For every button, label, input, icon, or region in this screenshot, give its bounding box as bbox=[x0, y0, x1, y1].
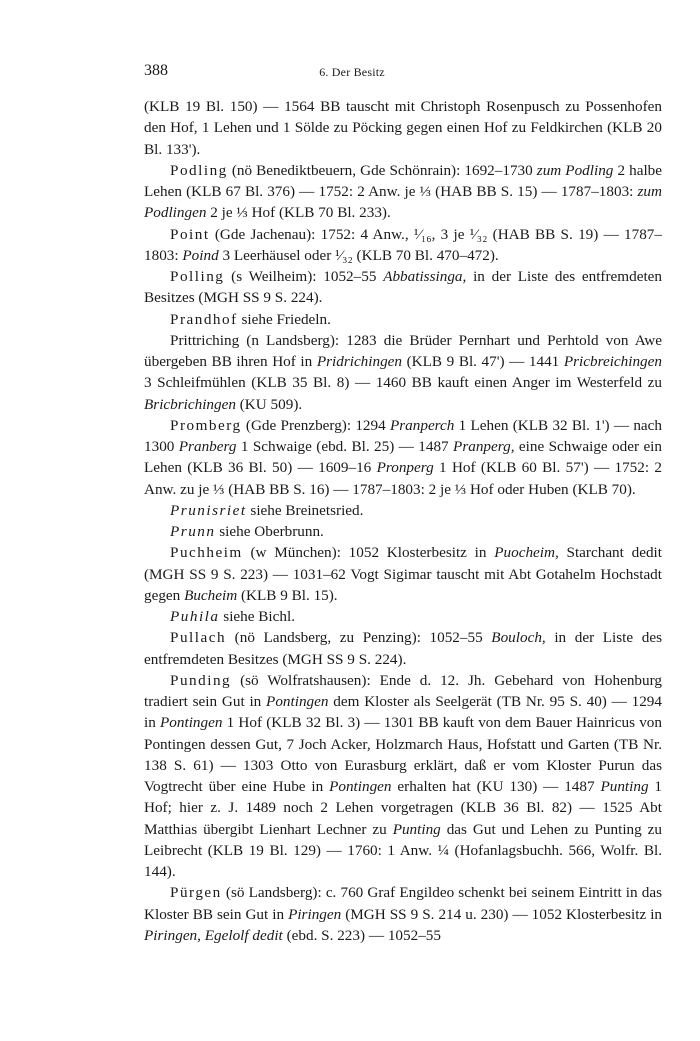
paragraph bbox=[144, 160, 662, 224]
text-run: (KU 509). bbox=[235, 395, 303, 413]
historic-spelling: Pridrichingen bbox=[316, 353, 403, 370]
text-run: in der Liste des entfremdeten Besitzes (MGH SS 9 S. 224). bbox=[144, 629, 662, 668]
historic-spelling: Poind bbox=[182, 246, 219, 264]
text-run: (MGH SS 9 S. 214 u. 230) — 1052 Klosterbesitz in bbox=[341, 905, 663, 923]
place-name: Punding bbox=[170, 671, 232, 689]
paragraph bbox=[144, 670, 662, 883]
text-run: eine Schwaige oder ein Lehen (KLB 36 Bl. 50) — 1609–16 bbox=[144, 438, 662, 477]
text-run: 1 Lehen (KLB 32 Bl. 1') — nach 1300 bbox=[144, 416, 662, 455]
text-run: 2 je ⅓ Hof (KLB 70 Bl. 233). bbox=[206, 204, 391, 222]
historic-spelling: zum Podlingen bbox=[144, 183, 662, 222]
historic-spelling: Pranberg bbox=[178, 438, 237, 455]
historic-spelling: Punting bbox=[600, 778, 649, 795]
historic-spelling: Bricbrichingen bbox=[144, 395, 236, 413]
paragraph bbox=[144, 96, 662, 160]
historic-spelling: Pranperg, bbox=[453, 438, 515, 455]
text-run: 3 Leerhäusel oder ¹⁄₃₂ (KLB 70 Bl. 470–472). bbox=[218, 246, 499, 264]
text-run: 1 Schwaige (ebd. Bl. 25) — 1487 bbox=[236, 438, 454, 455]
place-name: Point bbox=[170, 225, 210, 243]
text-run: siehe Breinetsried. bbox=[246, 501, 364, 519]
place-name: Polling bbox=[170, 268, 225, 285]
paragraph bbox=[144, 542, 662, 606]
historic-spelling: Pontingen bbox=[329, 778, 392, 795]
historic-spelling: Abbatissinga, bbox=[383, 268, 467, 285]
text-run: siehe Friedeln. bbox=[237, 310, 331, 328]
text-run: (w München): 1052 Klosterbesitz in bbox=[242, 544, 495, 562]
text-run: 1 Hof (KLB 60 Bl. 57') — 1752: 2 Anw. zu je ⅓ (HAB BB S. 16) — 1787–1803: 2 je ⅓ Hof oder Huben (KLB 70). bbox=[144, 459, 662, 498]
text-run: (Gde Prenzberg): 1294 bbox=[241, 416, 390, 434]
paragraph bbox=[144, 309, 662, 330]
text-run: (Gde Jachenau): 1752: 4 Anw., ¹⁄₁₆, 3 je ¹⁄₃₂ (HAB BB S. 19) — 1787–1803: bbox=[144, 225, 662, 264]
page-number: 388 bbox=[144, 62, 168, 79]
text-run: siehe Bichl. bbox=[219, 608, 295, 625]
text-run: (s Weilheim): 1052–55 bbox=[224, 268, 384, 285]
place-name: Prandhof bbox=[170, 310, 238, 328]
place-name: Puchheim bbox=[170, 544, 243, 562]
place-name: Prunn bbox=[170, 523, 216, 540]
historic-spelling: Pontingen bbox=[160, 714, 223, 732]
running-head: 6. Der Besitz bbox=[319, 65, 385, 79]
historic-spelling: zum Podling bbox=[536, 161, 614, 179]
place-name: Pürgen bbox=[170, 884, 222, 902]
paragraph bbox=[144, 500, 662, 521]
place-name: Prunisriet bbox=[170, 501, 247, 519]
paragraph bbox=[144, 882, 662, 946]
text-run: das Gut und Lehen zu Punting zu Leibrecht (KLB 19 Bl. 129) — 1760: 1 Anw. ¼ (Hofanlagsbuchh. 566, Wolfr. Bl. 144). bbox=[144, 820, 663, 880]
historic-spelling: Bouloch, bbox=[491, 629, 546, 647]
historic-spelling: Piringen, Egelolf dedit bbox=[144, 926, 283, 944]
place-name: Podling bbox=[170, 161, 228, 179]
paragraph bbox=[144, 521, 662, 542]
text-run: Starchant dedit (MGH SS 9 S. 223) — 1031–62 Vogt Sigimar tauscht mit Abt Gotahelm Hochstadt gegen bbox=[144, 544, 662, 604]
text-run: 1 Hof (KLB 32 Bl. 3) — 1301 BB kauft von dem Bauer Hainricus von Pontingen dessen Gut, 7 Joch Acker, Holzmarch Haus, Hofstatt und Garten (TB Nr. 138 S. 61) — 1303 Otto von Eurasburg erklärt, daß er vom Kloster Purun das Vogtrecht über eine Hube in bbox=[144, 714, 662, 795]
text-run: 2 halbe Lehen (KLB 67 Bl. 376) — 1752: 2 Anw. je ⅓ (HAB BB S. 15) — 1787–1803: bbox=[144, 161, 662, 200]
page-header bbox=[144, 62, 560, 82]
historic-spelling: Piringen bbox=[288, 905, 342, 923]
place-name: Pullach bbox=[170, 629, 227, 647]
historic-spelling: Punting bbox=[392, 820, 441, 838]
historic-spelling: Pricbreichingen bbox=[563, 353, 662, 370]
text-run: (nö Benediktbeuern, Gde Schönrain): 1692–1730 bbox=[227, 161, 537, 179]
text-run: erhalten hat (KU 130) — 1487 bbox=[391, 778, 601, 795]
paragraph bbox=[144, 606, 662, 627]
historic-spelling: Pranperch bbox=[389, 416, 455, 434]
text-run: (sö Wolfratshausen): Ende d. 12. Jh. Gebehard von Hohenburg tradiert sein Gut in bbox=[144, 671, 662, 710]
text-run: (ebd. S. 223) — 1052–55 bbox=[282, 926, 441, 944]
text-run: (KLB 19 Bl. 150) — 1564 BB tauscht mit Christoph Rosenpusch zu Possenhofen den Hof, 1 Lehen und 1 Sölde zu Pöcking gegen einen Hof zu Feldkirchen (KLB 20 Bl. 133'). bbox=[144, 98, 662, 158]
historic-spelling: Puocheim, bbox=[494, 544, 559, 562]
paragraph bbox=[144, 266, 662, 309]
text-run: in der Liste des entfremdeten Besitzes (MGH SS 9 S. 224). bbox=[144, 268, 662, 307]
text-run: (nö Landsberg, zu Penzing): 1052–55 bbox=[226, 629, 492, 647]
historic-spelling: Pronperg bbox=[376, 459, 434, 477]
text-run: 1 Hof; hier z. J. 1489 noch 2 Lehen vorgetragen (KLB 36 Bl. 82) — 1525 Abt Matthias übergibt Lienhart Lechner zu bbox=[144, 778, 663, 838]
text-run: (KLB 9 Bl. 47') — 1441 bbox=[402, 353, 564, 370]
body-text bbox=[144, 96, 662, 946]
paragraph bbox=[144, 330, 662, 415]
paragraph bbox=[144, 415, 662, 500]
text-run: Prittriching (n Landsberg): 1283 die Brüder Pernhart und Perhtold von Awe übergeben BB ihren Hof in bbox=[144, 331, 662, 370]
paragraph bbox=[144, 224, 662, 267]
text-run: dem Kloster als Seelgerät (TB Nr. 95 S. 40) — 1294 in bbox=[144, 693, 662, 732]
historic-spelling: Bucheim bbox=[184, 586, 238, 604]
text-run: (KLB 9 Bl. 15). bbox=[237, 586, 338, 604]
paragraph bbox=[144, 627, 662, 670]
place-name: Promberg bbox=[170, 416, 242, 434]
text-run: siehe Oberbrunn. bbox=[215, 523, 324, 540]
text-run: 3 Schleifmühlen (KLB 35 Bl. 8) — 1460 BB kauft einen Anger im Westerfeld zu bbox=[144, 374, 662, 392]
text-run: (sö Landsberg): c. 760 Graf Engildeo schenkt bei seinem Eintritt in das Kloster BB sein Gut in bbox=[144, 884, 662, 923]
historic-spelling: Pontingen bbox=[266, 693, 329, 710]
place-name: Puhila bbox=[170, 608, 220, 625]
